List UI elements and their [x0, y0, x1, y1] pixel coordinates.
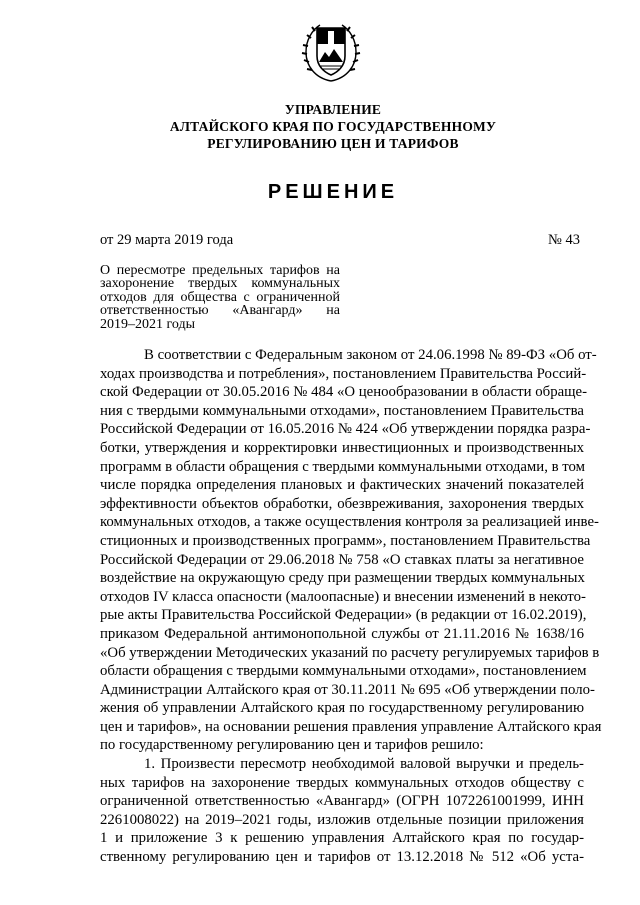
body-line: рые акты Правительства Российской Федерации» (в редакции от 16.02.2019),	[100, 607, 587, 624]
body-line: отходов IV класса опасности (малоопасные) и внесении изменений в некото-	[100, 588, 586, 605]
body-line: В соответствии с Федеральным законом от 24.06.1998 № 89-ФЗ «Об от-	[144, 347, 597, 363]
column	[328, 31, 334, 44]
org-line: УПРАВЛЕНИЕ	[284, 102, 382, 117]
body-line: Администрации Алтайского края от 30.11.2011 № 695 «Об утверждении поло-	[100, 681, 595, 698]
document-number: № 43	[548, 232, 580, 248]
document-date: от 29 марта 2019 года	[100, 232, 234, 248]
body-line: стиционных и производственных программ», постановлением Правительства	[100, 532, 591, 549]
altai-krai-coat-of-arms-emblem	[301, 18, 361, 86]
body-line: приказом Федеральной антимонопольной службы от 21.11.2016 № 1638/16	[100, 625, 584, 642]
body-line: ния с твердыми коммунальными отходами», постановлением Правительства	[100, 402, 584, 419]
subject-line: О пересмотре предельных тарифов на	[100, 263, 340, 278]
body-line: жения об управлении Алтайского края по государственному регулированию	[100, 700, 584, 717]
body-line: эффективности объектов обработки, обезвреживания, захоронения твердых	[100, 495, 584, 512]
body-line: ской Федерации от 30.05.2016 № 484 «О ценообразовании в области обраще-	[100, 384, 588, 401]
body-line: программ в области обращения с твердыми коммунальными отходами, в том	[100, 458, 586, 475]
body-line: области обращения с твердыми коммунальными отходами», постановлением	[100, 663, 587, 680]
body-line: ходах производства и потребления», постановлением Правительства Россий-	[100, 365, 587, 382]
body-line: цен и тарифов», на основании решения правления управление Алтайского края	[100, 718, 602, 735]
body-line: 1. Произвести пересмотр необходимой валовой выручки и предель-	[144, 756, 584, 773]
body-line: «Об утверждении Методических указаний по расчету регулируемых тарифов в	[100, 644, 600, 661]
subject-line: захоронение твердых коммунальных	[100, 276, 340, 292]
body-line: коммунальных отходов, а также осуществления контроля за реализацией инве-	[100, 514, 599, 531]
document-title: РЕШЕНИЕ	[267, 181, 399, 203]
body-line: Российской Федерации от 16.05.2016 № 424 «Об утверждении порядка разра-	[100, 421, 591, 438]
body-line: числе порядка определения плановых и фактических значений показателей	[100, 477, 584, 494]
body-line: 1 и приложение 3 к решению управления Алтайского края по государ-	[100, 830, 584, 847]
body-line: ограниченной ответственностью «Авангард» (ОГРН 1072261001999, ИНН	[100, 793, 584, 810]
org-line: РЕГУЛИРОВАНИЮ ЦЕН И ТАРИФОВ	[207, 136, 459, 151]
body-text	[100, 346, 602, 867]
body-line: 2261008022) на 2019–2021 годы, изложив отдельные позиции приложения	[100, 811, 584, 828]
body-line: по государственному регулированию цен и тарифов решило:	[100, 737, 484, 754]
body-line: Российской Федерации от 29.06.2018 № 758 «О ставках платы за негативное	[100, 551, 584, 568]
subject-line: 2019–2021 годы	[100, 316, 196, 332]
body-line: ственному регулированию цен и тарифов от 13.12.2018 № 512 «Об уста-	[100, 849, 584, 866]
body-line: воздействие на окружающую среду при размещении твердых коммунальных	[100, 570, 585, 587]
subject-line: отходов для общества с ограниченной	[100, 289, 340, 305]
subject-line: ответственностью «Авангард» на	[100, 303, 340, 319]
organization-header	[100, 101, 566, 152]
subject-block	[100, 264, 340, 331]
org-line: АЛТАЙСКОГО КРАЯ ПО ГОСУДАРСТВЕННОМУ	[169, 119, 497, 134]
body-line: ных тарифов на захоронение твердых коммунальных отходов обществу с	[100, 774, 584, 791]
body-line: ботки, утверждения и корректировки инвестиционных и производственных	[100, 439, 584, 456]
